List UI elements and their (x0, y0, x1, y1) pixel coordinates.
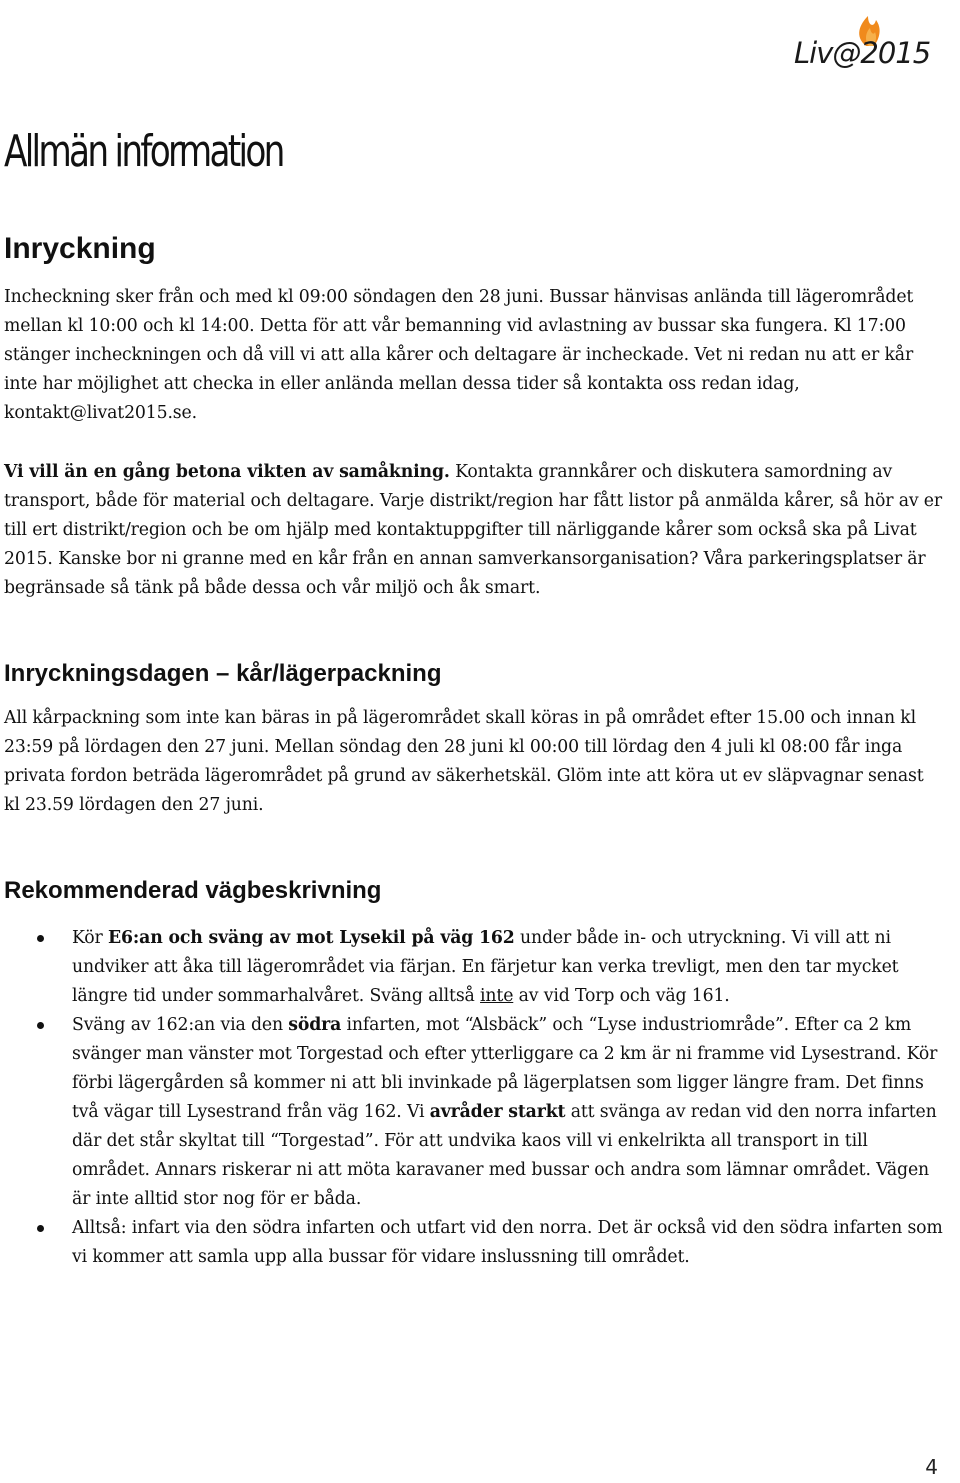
list-item (72, 1214, 944, 1272)
list-item-emphasis: E6:an och sväng av mot Lysekil på väg 162 (108, 928, 515, 948)
directions-list (72, 924, 944, 1272)
list-item-emphasis: södra (288, 1015, 342, 1035)
logo (794, 6, 960, 80)
underlined-word: inte (480, 986, 514, 1006)
paragraph-karpackning: All kårpackning som inte kan bäras in på lägerområdet skall köras in på området efter 15.00 och innan kl 23:59 på lördagen den 27 juni. Mellan söndag den 28 juni kl 00:00 till lördag den 4 juli kl 08:00 får inga privata fordon beträda lägerområdet på grund av säkerhetskäl. Glöm inte att köra ut ev släpvagnar senast kl 23.59 lördagen den 27 juni. (4, 708, 924, 815)
bullet-icon (37, 1225, 44, 1232)
list-item-text: under både in- och utryckning. Vi vill att ni undviker att åka till lägerområdet via färjan. En färjetur kan verka trevligt, men den tar mycket längre tid under sommarhalvåret. Sväng alltså (72, 928, 899, 1006)
page-title: Allmän information (4, 126, 283, 177)
page-number: 4 (925, 1455, 938, 1479)
list-item (72, 924, 944, 1011)
bullet-icon (37, 1022, 44, 1029)
section-heading-vagbeskrivning: Rekommenderad vägbeskrivning (4, 877, 382, 904)
section-heading-inryckningsdagen: Inryckningsdagen – kår/lägerpackning (4, 660, 442, 687)
samakning-text: Kontakta grannkårer och diskutera samordning av transport, både för material och deltagare. Varje distrikt/region har fått listor på anmälda kårer, så hör av er till ert distrikt/region och be om hjälp med kontaktuppgifter till närliggande kårer som också ska på Livat 2015. Kanske bor ni granne med en kår från en annan samverkansorganisation? Våra parkeringsplatser är begränsade så tänk på både dessa och vår miljö och åk smart. (4, 462, 942, 598)
samakning-emphasis: Vi vill än en gång betona vikten av samåkning. (4, 462, 450, 482)
paragraph-incheckning: Incheckning sker från och med kl 09:00 söndagen den 28 juni. Bussar hänvisas anlända till lägerområdet mellan kl 10:00 och kl 14:00. Detta för att vår bemanning vid avlastning av bussar ska fungera. Kl 17:00 stänger incheckningen och då vill vi att alla kårer och deltagare är incheckade. Vet ni redan nu att er kår inte har möjlighet att checka in eller anlända mellan dessa tider så kontakta oss redan idag, kontakt@livat2015.se. (4, 287, 914, 423)
list-item-text: att svänga av redan vid den norra infarten där det står skyltat till “Torgestad”. För att undvika kaos vill vi enkelrikta all transport in till området. Annars riskerar ni att möta karavaner med bussar och andra som lämnar området. Vägen är inte alltid stor nog för er båda. (72, 1102, 937, 1209)
list-item-text: infarten, mot “Alsbäck” och “Lyse industriområde”. Efter ca 2 km svänger man vänster mot Torgestad och efter ytterliggare ca 2 km är ni framme vid Lysestrand. Kör förbi lägergården så kommer ni att bli invinkade på lägerplatsen som ligger längre fram. Det finns två vägar till Lysestrand från väg 162. Vi (72, 1015, 938, 1122)
list-item-emphasis: avråder starkt (429, 1102, 566, 1122)
list-item-text: Sväng av 162:an via den (72, 1015, 289, 1035)
list-item-text: av vid Torp och väg 161. (513, 986, 730, 1006)
list-item (72, 1011, 944, 1214)
bullet-icon (37, 935, 44, 942)
list-item-text: Alltså: infart via den södra infarten och utfart vid den norra. Det är också vid den södra infarten som vi kommer att samla upp alla bussar för vidare inslussning till området. (72, 1218, 943, 1267)
section-heading-inryckning: Inryckning (4, 232, 156, 265)
logo-text: Liv@2015 (794, 36, 931, 70)
paragraph-samakning (4, 458, 944, 603)
list-item-text: Kör (72, 928, 109, 948)
